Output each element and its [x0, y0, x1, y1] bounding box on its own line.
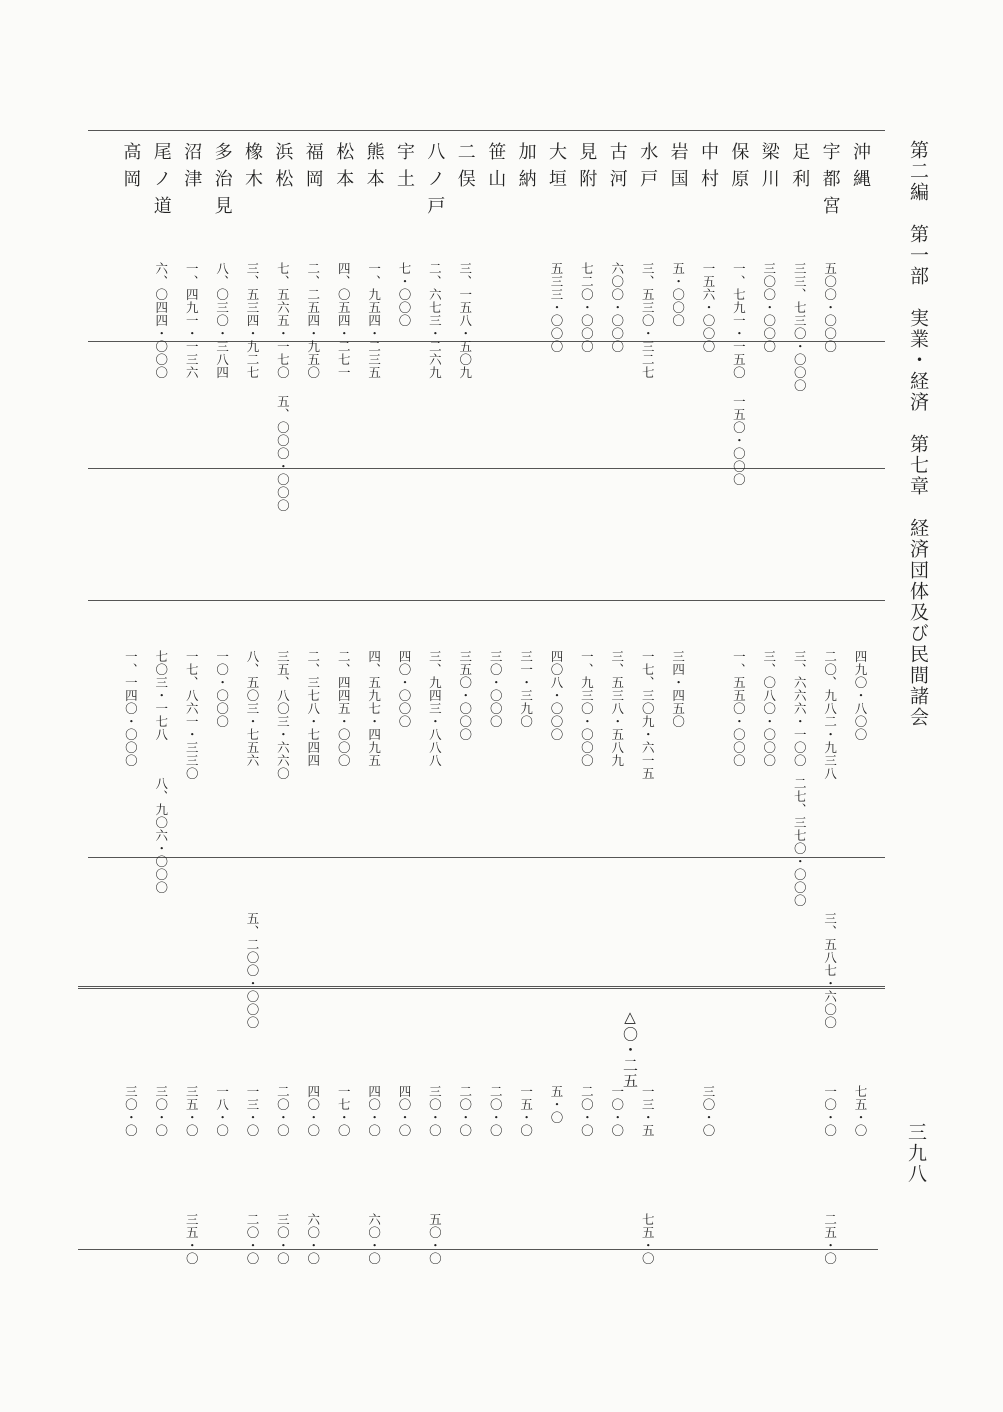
table-cell: 四九〇・八〇〇 — [853, 650, 868, 741]
branch-name: 沖縄 — [850, 142, 871, 196]
table-cell: 二〇・〇 — [275, 1085, 291, 1137]
table-cell: 三〇・〇 — [153, 1085, 169, 1137]
table-cell: 二〇、九八二・九三八 — [822, 650, 838, 780]
table-cell: 六〇・〇 — [366, 1213, 382, 1265]
table-cell: 一、五五〇・〇〇〇 — [731, 650, 747, 767]
table-cell: 五、二〇〇・〇〇〇 — [245, 912, 260, 1029]
table-cell: 三、一五八・五〇九 — [457, 262, 473, 379]
table-cell: 四〇・〇 — [397, 1085, 412, 1137]
branch-name: 尾ノ道 — [150, 142, 172, 223]
table-cell: 二〇・〇 — [488, 1085, 504, 1137]
table-cell: 一三・五 — [640, 1085, 656, 1137]
table-cell: 八、五〇三・七五六 — [245, 650, 260, 767]
table-cell: 七五・〇 — [853, 1085, 868, 1137]
branch-name: 福岡 — [302, 142, 324, 196]
branch-name: 古河 — [606, 142, 628, 196]
table-cell: 三一・三九〇 — [518, 650, 534, 728]
table-cell: 五・〇 — [549, 1085, 564, 1124]
table-cell: 一、九三〇・〇〇〇 — [579, 650, 595, 767]
table-cell: 三、五八七・六〇〇 — [822, 912, 838, 1029]
branch-name: 大垣 — [546, 142, 567, 196]
table-cell: 一三・〇 — [245, 1085, 260, 1137]
table-cell: 四、〇五四・二七一 — [336, 262, 352, 379]
table-cell: 一七、八六一・三三〇 — [184, 650, 200, 780]
branch-name: 松本 — [333, 142, 355, 196]
table-cell: 七〇三・一七八 — [153, 650, 169, 741]
branch-name: 浜松 — [272, 142, 294, 196]
branch-name: 宇土 — [394, 142, 415, 196]
table-top-rule — [88, 130, 885, 131]
branch-name: 宇都宮 — [819, 142, 841, 223]
table-cell: 二〇・〇 — [457, 1085, 473, 1137]
branch-name: 多治見 — [211, 142, 233, 223]
table-cell: 一、七九一・一五〇 — [731, 262, 747, 379]
table-cell: 一〇・〇 — [822, 1085, 838, 1137]
branch-name: 水戸 — [637, 142, 659, 196]
branch-name: 熊本 — [363, 142, 385, 196]
page-number: 三九八 — [905, 1122, 927, 1185]
table-cell: 三、九四三・八八八 — [427, 650, 443, 767]
table-cell: 二〇・〇 — [579, 1085, 595, 1137]
table-cell: 二、四四五・〇〇〇 — [336, 650, 352, 767]
table-cell: 三五、八〇三・六六〇 — [275, 650, 291, 780]
table-cell: 七二〇・〇〇〇 — [579, 262, 595, 353]
table-cell: 三、〇八〇・〇〇〇 — [761, 650, 777, 767]
table-cell: 七五・〇 — [640, 1213, 656, 1265]
table-cell: 三、五三八・五八九 — [609, 650, 625, 767]
table-cell: 四〇八・〇〇〇 — [549, 650, 564, 741]
table-cell: 一八・〇 — [214, 1085, 230, 1137]
table-rule-4 — [88, 857, 885, 858]
table-cell: 三五〇・〇〇〇 — [457, 650, 473, 741]
table-cell: 二、三七八・七四四 — [305, 650, 321, 767]
table-cell: 三〇〇・〇〇〇 — [761, 262, 777, 353]
table-cell: 六〇・〇 — [305, 1213, 321, 1265]
table-cell: 七・〇〇〇 — [397, 262, 412, 327]
table-cell: 一〇・〇 — [609, 1085, 625, 1137]
table-cell: 三四・四五〇 — [670, 650, 686, 728]
running-header: 第二編 第一部 実業・経済 第七章 経済団体及び民間諸会 — [907, 140, 929, 728]
branch-name: 中村 — [698, 142, 719, 196]
table-cell: 六、〇四四・〇〇〇 — [153, 262, 169, 379]
table-cell: 六〇〇・〇〇〇 — [609, 262, 625, 353]
table-cell: 一、一四〇・〇〇〇 — [123, 650, 139, 767]
table-cell: 三、六六六・一〇〇 — [792, 650, 808, 767]
table-cell: 三〇・〇 — [427, 1085, 443, 1137]
annotation-mark: △〇・二五 — [621, 1008, 639, 1089]
branch-name: 笹山 — [485, 142, 507, 196]
table-cell: 五〇・〇 — [427, 1213, 443, 1265]
table-cell: 四〇・〇〇〇 — [397, 650, 412, 728]
table-cell: 一五〇・〇〇〇 — [731, 395, 747, 486]
table-cell: 一、四九一・一三六 — [184, 262, 200, 379]
branch-name: 沼津 — [181, 142, 203, 196]
branch-name: 岩国 — [667, 142, 689, 196]
table-cell: 五〇〇・〇〇〇 — [822, 262, 838, 353]
table-cell: 二〇・〇 — [245, 1213, 260, 1265]
branch-name: 八ノ戸 — [424, 142, 446, 223]
table-cell: 一〇・〇〇〇 — [214, 650, 230, 728]
table-cell: 二五・〇 — [822, 1213, 838, 1265]
table-cell: 一五六・〇〇〇 — [701, 262, 716, 353]
table-cell: 五、〇〇〇・〇〇〇 — [275, 395, 291, 512]
branch-name: 見附 — [576, 142, 598, 196]
table-cell: 一七・〇 — [336, 1085, 352, 1137]
table-cell: 一、九五四・二三五 — [366, 262, 382, 379]
table-cell: 三〇・〇〇〇 — [488, 650, 504, 728]
table-cell: 三〇・〇 — [123, 1085, 139, 1137]
table-rule-5 — [78, 986, 885, 992]
table-cell: 一五・〇 — [518, 1085, 534, 1137]
table-cell: 五三三・〇〇〇 — [549, 262, 564, 353]
branch-name: 梁川 — [758, 142, 780, 196]
table-cell: 一七、三〇九・六一五 — [640, 650, 656, 780]
table-cell: 三五・〇 — [184, 1213, 200, 1265]
branch-name: 二俣 — [454, 142, 476, 196]
table-cell: 三三、七三〇・〇〇〇 — [792, 262, 808, 392]
table-cell: 二、二五四・九五〇 — [305, 262, 321, 379]
branch-name: 保原 — [728, 142, 750, 196]
table-rule-2 — [88, 468, 885, 469]
table-cell: 七、五六五・一七〇 — [275, 262, 291, 379]
table-cell: 四〇・〇 — [366, 1085, 382, 1137]
table-cell: 三〇・〇 — [275, 1213, 291, 1265]
table-cell: 二七、三七〇・〇〇〇 — [792, 777, 808, 907]
table-cell: 四、五九七・四九五 — [366, 650, 382, 767]
table-cell: 三、五三四・九二七 — [245, 262, 260, 379]
table-cell: 三、五三〇・三二七 — [640, 262, 656, 379]
table-cell: 八、〇三〇・三八四 — [214, 262, 230, 379]
branch-name: 足利 — [789, 142, 811, 196]
table-rule-3 — [88, 600, 885, 601]
branch-name: 加納 — [515, 142, 537, 196]
table-cell: 四〇・〇 — [305, 1085, 321, 1137]
table-cell: 三〇・〇 — [701, 1085, 716, 1137]
table-cell: 八、九〇六・〇〇〇 — [153, 777, 169, 894]
table-cell: 三五・〇 — [184, 1085, 200, 1137]
branch-name: 高岡 — [120, 142, 142, 196]
branch-name: 橡木 — [242, 142, 263, 196]
table-cell: 二、六七三・二六九 — [427, 262, 443, 379]
table-cell: 五・〇〇〇 — [670, 262, 686, 327]
